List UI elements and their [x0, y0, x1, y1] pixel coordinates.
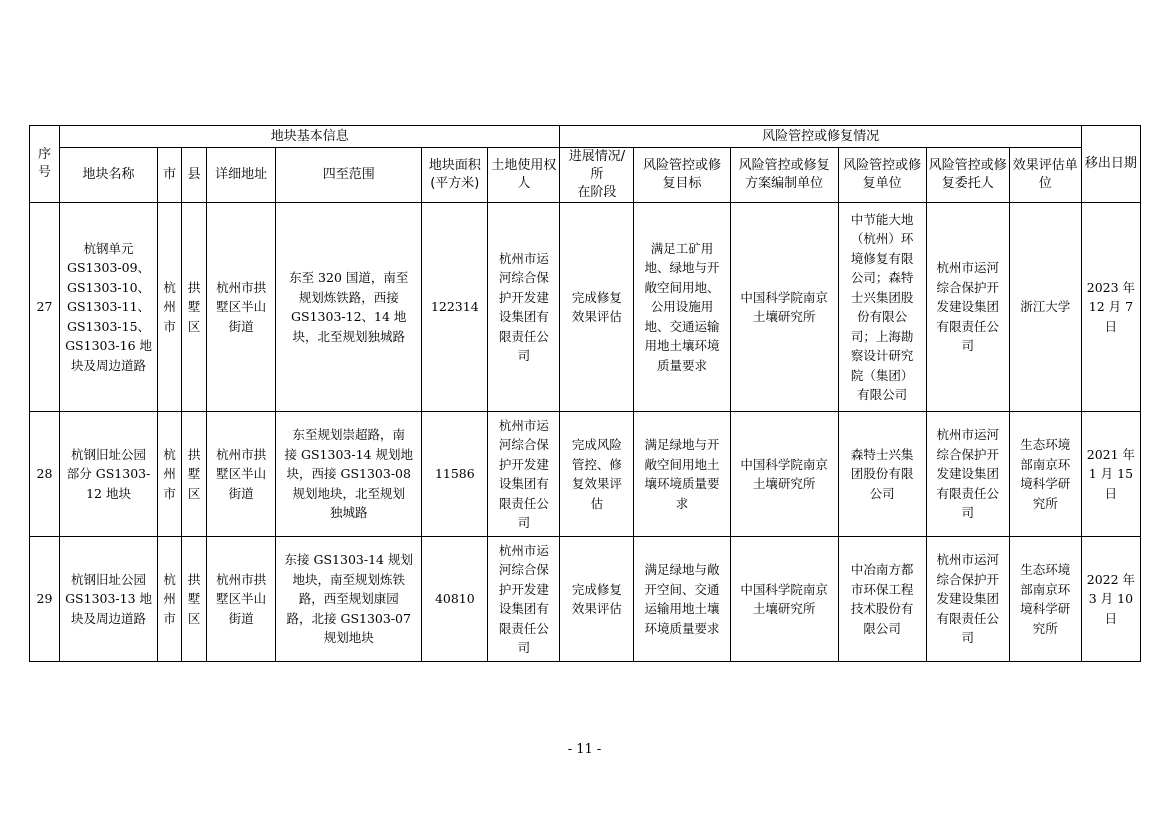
cell-progress: 完成修复 效果评估: [560, 537, 634, 662]
cell-progress: 完成修复 效果评估: [560, 203, 634, 412]
cell-repair-unit: 森特士兴集 团股份有限 公司: [838, 412, 926, 537]
cell-exit-date: 2023 年 12 月 7 日: [1081, 203, 1140, 412]
table-row: [30, 203, 1141, 412]
header-plan-unit: 风险管控或修复 方案编制单位: [730, 148, 838, 203]
header-progress: 进展情况/所 在阶段: [560, 148, 634, 203]
cell-land-rights: 杭州市运 河综合保 护开发建 设集团有 限责任公 司: [488, 537, 560, 662]
cell-address: 杭州市拱 墅区半山 街道: [207, 203, 276, 412]
header-goal: 风险管控或修 复目标: [634, 148, 730, 203]
cell-name: 杭钢旧址公园 部分 GS1303- 12 地块: [60, 412, 158, 537]
table-row: [30, 537, 1141, 662]
cell-goal: 满足工矿用 地、绿地与开 敞空间用地、 公用设施用 地、交通运输 用地土壤环境 质量要求: [634, 203, 730, 412]
cell-area: 40810: [422, 537, 488, 662]
cell-client: 杭州市运河 综合保护开 发建设集团 有限责任公 司: [926, 203, 1009, 412]
cell-goal: 满足绿地与开 敞空间用地土 壤环境质量要 求: [634, 412, 730, 537]
cell-eval-unit: 生态环境 部南京环 境科学研 究所: [1009, 537, 1081, 662]
cell-city: 杭 州 市: [158, 537, 182, 662]
land-exit-table: [29, 125, 1141, 662]
cell-plan-unit: 中国科学院南京 土壤研究所: [730, 537, 838, 662]
header-seq: 序号: [30, 126, 60, 203]
cell-county: 拱 墅 区: [182, 203, 207, 412]
header-bounds: 四至范围: [276, 148, 422, 203]
cell-area: 11586: [422, 412, 488, 537]
header-land-rights: 土地使用权 人: [488, 148, 560, 203]
header-name: 地块名称: [60, 148, 158, 203]
cell-seq: 29: [30, 537, 60, 662]
cell-bounds: 东接 GS1303-14 规划 地块，南至规划炼铁 路，西至规划康园 路，北接 GS1303-07 规划地块: [276, 537, 422, 662]
header-area: 地块面积 (平方米): [422, 148, 488, 203]
cell-eval-unit: 生态环境 部南京环 境科学研 究所: [1009, 412, 1081, 537]
header-row-group: [30, 126, 1141, 148]
cell-repair-unit: 中冶南方都 市环保工程 技术股份有 限公司: [838, 537, 926, 662]
cell-county: 拱 墅 区: [182, 412, 207, 537]
page-number: - 11 -: [567, 742, 602, 757]
cell-seq: 27: [30, 203, 60, 412]
cell-bounds: 东至 320 国道，南至 规划炼铁路，西接 GS1303-12、14 地 块，北至规划独城路: [276, 203, 422, 412]
header-county: 县: [182, 148, 207, 203]
cell-address: 杭州市拱 墅区半山 街道: [207, 537, 276, 662]
header-basic-info: 地块基本信息: [60, 126, 560, 148]
cell-area: 122314: [422, 203, 488, 412]
cell-exit-date: 2022 年 3 月 10 日: [1081, 537, 1140, 662]
cell-eval-unit: 浙江大学: [1009, 203, 1081, 412]
header-repair-unit: 风险管控或修 复单位: [838, 148, 926, 203]
header-client: 风险管控或修 复委托人: [926, 148, 1009, 203]
cell-goal: 满足绿地与敞 开空间、交通 运输用地土壤 环境质量要求: [634, 537, 730, 662]
cell-land-rights: 杭州市运 河综合保 护开发建 设集团有 限责任公 司: [488, 412, 560, 537]
header-city: 市: [158, 148, 182, 203]
cell-land-rights: 杭州市运 河综合保 护开发建 设集团有 限责任公 司: [488, 203, 560, 412]
cell-address: 杭州市拱 墅区半山 街道: [207, 412, 276, 537]
table-row: [30, 412, 1141, 537]
header-row-columns: [30, 148, 1141, 203]
cell-name: 杭钢旧址公园 GS1303-13 地 块及周边道路: [60, 537, 158, 662]
cell-exit-date: 2021 年 1 月 15 日: [1081, 412, 1140, 537]
cell-name: 杭钢单元 GS1303-09、 GS1303-10、 GS1303-11、 GS1303-15、 GS1303-16 地 块及周边道路: [60, 203, 158, 412]
cell-plan-unit: 中国科学院南京 土壤研究所: [730, 412, 838, 537]
cell-city: 杭 州 市: [158, 203, 182, 412]
cell-progress: 完成风险 管控、修 复效果评 估: [560, 412, 634, 537]
header-risk-control: 风险管控或修复情况: [560, 126, 1081, 148]
header-eval-unit: 效果评估单 位: [1009, 148, 1081, 203]
cell-plan-unit: 中国科学院南京 土壤研究所: [730, 203, 838, 412]
cell-client: 杭州市运河 综合保护开 发建设集团 有限责任公 司: [926, 412, 1009, 537]
cell-bounds: 东至规划崇超路，南 接 GS1303-14 规划地 块，西接 GS1303-08 规划地块，北至规划 独城路: [276, 412, 422, 537]
cell-city: 杭 州 市: [158, 412, 182, 537]
cell-seq: 28: [30, 412, 60, 537]
cell-client: 杭州市运河 综合保护开 发建设集团 有限责任公 司: [926, 537, 1009, 662]
cell-repair-unit: 中节能大地 （杭州）环 境修复有限 公司；森特 士兴集团股 份有限公 司；上海勘 察设计研究 院（集团） 有限公司: [838, 203, 926, 412]
header-address: 详细地址: [207, 148, 276, 203]
header-exit-date: 移出日期: [1081, 126, 1140, 203]
cell-county: 拱 墅 区: [182, 537, 207, 662]
